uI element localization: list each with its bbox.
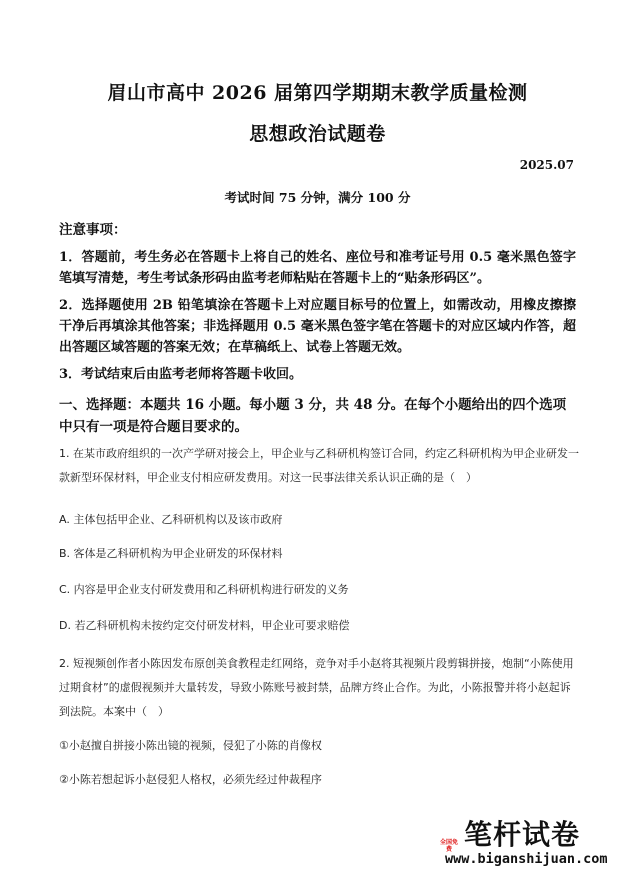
- notice-item: 1．答题前，考生务必在答题卡上将自己的姓名、座位号和准考证号用 0.5 毫米黑色签字笔填写清楚，考生考试条形码由监考老师粘贴在答题卡上的“贴条形码区”。: [59, 250, 576, 286]
- notice-item: 3．考试结束后由监考老师将答题卡收回。: [59, 367, 303, 382]
- question-option: ②小陈若想起诉小赵侵犯人格权，必须先经过仲裁程序: [59, 773, 322, 786]
- notice-item: 2．选择题使用 2B 铅笔填涂在答题卡上对应题目标号的位置上，如需改动，用橡皮擦擦干净后再填涂其他答案；非选择题用 0.5 毫米黑色签字笔在答题卡的对应区域内作答，超出答题区域答题的答案无效；在草稿纸上、试卷上答题无效。: [59, 298, 576, 355]
- question-stem: 1. 在某市政府组织的一次产学研对接会上，甲企业与乙科研机构签订合同，约定乙科研机构为甲企业研发一款新型环保材料，甲企业支付相应研发费用。对这一民事法律关系认识正确的是（ ）: [59, 447, 579, 484]
- watermark-brand: 笔杆试卷: [464, 818, 581, 851]
- watermark-url: www.biganshijuan.com: [445, 851, 608, 867]
- question-option: C. 内容是甲企业支付研发费用和乙科研机构进行研发的义务: [59, 583, 349, 596]
- section-heading: 一、选择题：本题共 16 小题。每小题 3 分，共 48 分。在每个小题给出的四个选项中只有一项是符合题目要求的。: [59, 397, 567, 435]
- question-option: A. 主体包括甲企业、乙科研机构以及该市政府: [59, 513, 283, 526]
- question-stem: 2. 短视频创作者小陈因发布原创美食教程走红网络，竞争对手小赵将其视频片段剪辑拼接，炮制“小陈使用过期食材”的虚假视频并大量转发，导致小陈账号被封禁，品牌方终止合作。为此，小陈报警并将小赵起诉到法院。本案中（ ）: [59, 657, 574, 718]
- exam-title: 眉山市高中 2026 届第四学期期末教学质量检测: [107, 82, 528, 104]
- notice-heading: 注意事项：: [59, 222, 127, 238]
- watermark: [438, 813, 608, 873]
- question-option: B. 客体是乙科研机构为甲企业研发的环保材料: [59, 547, 283, 560]
- exam-date: 2025.07: [519, 158, 574, 172]
- question-option: ①小赵擅自拼接小陈出镜的视频，侵犯了小陈的肖像权: [59, 739, 322, 752]
- question-option: D. 若乙科研机构未按约定交付研发材料，甲企业可要求赔偿: [59, 619, 350, 632]
- watermark-badge: 全国免费: [439, 839, 458, 853]
- exam-time-info: 考试时间 75 分钟，满分 100 分: [224, 190, 411, 205]
- exam-subtitle: 思想政治试题卷: [249, 123, 386, 145]
